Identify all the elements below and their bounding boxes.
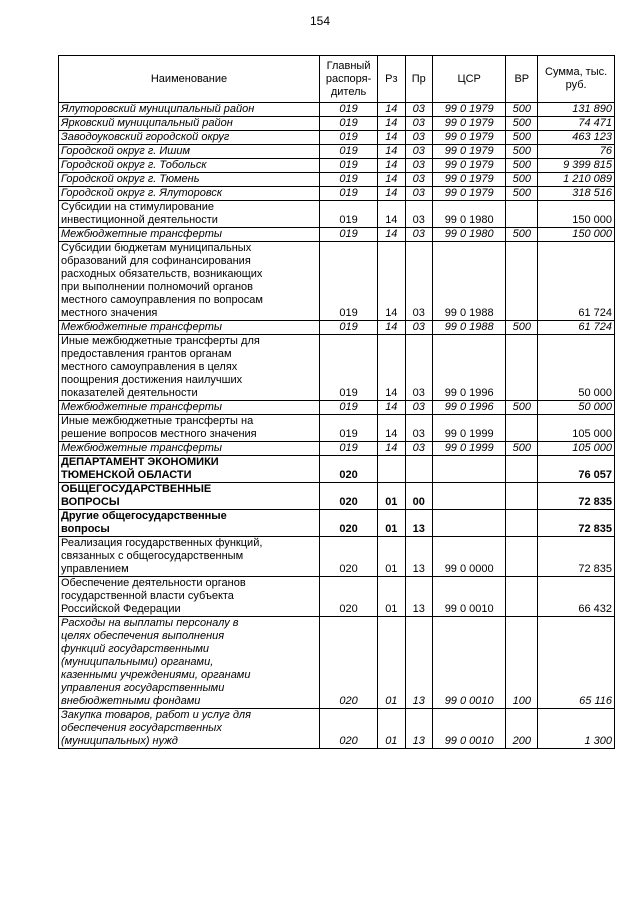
cell-target-article: 99 0 1979 [432, 145, 505, 159]
cell-name: Городской округ г. Тюмень [59, 173, 320, 187]
cell-amount: 1 300 [538, 709, 615, 749]
table-row [59, 456, 615, 483]
cell-section: 14 [378, 187, 405, 201]
cell-section: 14 [378, 173, 405, 187]
cell-amount: 318 516 [538, 187, 615, 201]
cell-subsection: 13 [405, 577, 432, 617]
cell-name: Ярковский муниципальный район [59, 117, 320, 131]
cell-amount: 72 835 [538, 537, 615, 577]
cell-main-manager: 020 [320, 577, 378, 617]
cell-subsection: 13 [405, 510, 432, 537]
cell-expense-type [506, 577, 538, 617]
cell-main-manager: 019 [320, 415, 378, 442]
cell-section: 14 [378, 415, 405, 442]
table-row [59, 709, 615, 749]
cell-main-manager: 019 [320, 117, 378, 131]
cell-section: 14 [378, 335, 405, 401]
cell-target-article: 99 0 1999 [432, 442, 505, 456]
cell-target-article: 99 0 1979 [432, 187, 505, 201]
header-target-article: ЦСР [432, 56, 505, 103]
cell-expense-type [506, 456, 538, 483]
cell-name: Субсидии бюджетам муниципальных образований для софинансирования расходных обязательств, возникающих при выполнении полномочий органов местного самоуправления по вопросам местного значения [59, 242, 320, 321]
cell-expense-type: 500 [506, 145, 538, 159]
cell-section: 14 [378, 159, 405, 173]
cell-expense-type: 500 [506, 117, 538, 131]
table-body [59, 103, 615, 749]
cell-name: Иные межбюджетные трансферты на решение вопросов местного значения [59, 415, 320, 442]
cell-name: Заводоуковский городской округ [59, 131, 320, 145]
cell-subsection: 03 [405, 228, 432, 242]
cell-amount: 131 890 [538, 103, 615, 117]
cell-subsection: 03 [405, 415, 432, 442]
cell-target-article: 99 0 1979 [432, 159, 505, 173]
header-expense-type: ВР [506, 56, 538, 103]
table-row [59, 117, 615, 131]
cell-target-article: 99 0 1979 [432, 117, 505, 131]
table-row [59, 442, 615, 456]
cell-amount: 76 057 [538, 456, 615, 483]
cell-amount: 72 835 [538, 510, 615, 537]
cell-expense-type: 500 [506, 321, 538, 335]
cell-subsection: 03 [405, 442, 432, 456]
cell-main-manager: 020 [320, 617, 378, 709]
cell-amount: 74 471 [538, 117, 615, 131]
cell-section: 01 [378, 537, 405, 577]
cell-expense-type: 500 [506, 228, 538, 242]
cell-target-article: 99 0 1979 [432, 103, 505, 117]
table-row [59, 103, 615, 117]
cell-expense-type [506, 242, 538, 321]
cell-amount: 66 432 [538, 577, 615, 617]
cell-expense-type [506, 335, 538, 401]
cell-expense-type [506, 537, 538, 577]
cell-section: 14 [378, 145, 405, 159]
cell-target-article: 99 0 1979 [432, 131, 505, 145]
cell-section: 14 [378, 442, 405, 456]
cell-subsection: 03 [405, 131, 432, 145]
cell-subsection: 13 [405, 537, 432, 577]
cell-target-article [432, 456, 505, 483]
header-amount: Сумма, тыс. руб. [538, 56, 615, 103]
cell-section: 14 [378, 103, 405, 117]
cell-target-article: 99 0 0010 [432, 617, 505, 709]
cell-section: 14 [378, 321, 405, 335]
cell-main-manager: 019 [320, 103, 378, 117]
header-main-manager: Главный распоря-дитель [320, 56, 378, 103]
cell-section: 01 [378, 577, 405, 617]
cell-section: 14 [378, 228, 405, 242]
cell-subsection: 03 [405, 103, 432, 117]
budget-table [58, 55, 615, 749]
table-row [59, 201, 615, 228]
table-row [59, 483, 615, 510]
cell-main-manager: 019 [320, 145, 378, 159]
cell-target-article: 99 0 1979 [432, 173, 505, 187]
cell-section: 14 [378, 117, 405, 131]
cell-amount: 65 116 [538, 617, 615, 709]
cell-subsection: 03 [405, 159, 432, 173]
cell-target-article [432, 510, 505, 537]
cell-subsection: 03 [405, 321, 432, 335]
cell-amount: 105 000 [538, 415, 615, 442]
cell-target-article: 99 0 0010 [432, 577, 505, 617]
table-row [59, 321, 615, 335]
cell-subsection: 03 [405, 173, 432, 187]
table-row [59, 401, 615, 415]
cell-expense-type: 500 [506, 103, 538, 117]
cell-target-article: 99 0 1999 [432, 415, 505, 442]
cell-target-article: 99 0 1980 [432, 228, 505, 242]
cell-expense-type [506, 510, 538, 537]
cell-main-manager: 020 [320, 483, 378, 510]
cell-subsection: 13 [405, 617, 432, 709]
cell-name: Городской округ г. Тобольск [59, 159, 320, 173]
cell-main-manager: 019 [320, 442, 378, 456]
cell-target-article: 99 0 0010 [432, 709, 505, 749]
cell-main-manager: 020 [320, 537, 378, 577]
table-row [59, 131, 615, 145]
table-row [59, 617, 615, 709]
cell-section: 01 [378, 617, 405, 709]
table-row [59, 510, 615, 537]
cell-subsection: 03 [405, 117, 432, 131]
cell-main-manager: 019 [320, 159, 378, 173]
cell-subsection: 13 [405, 709, 432, 749]
cell-main-manager: 019 [320, 401, 378, 415]
cell-main-manager: 019 [320, 187, 378, 201]
cell-name: Другие общегосударственные вопросы [59, 510, 320, 537]
cell-expense-type: 100 [506, 617, 538, 709]
cell-amount: 463 123 [538, 131, 615, 145]
cell-subsection: 03 [405, 401, 432, 415]
cell-subsection: 00 [405, 483, 432, 510]
cell-expense-type: 500 [506, 173, 538, 187]
cell-main-manager: 020 [320, 709, 378, 749]
cell-subsection: 03 [405, 335, 432, 401]
cell-amount: 61 724 [538, 242, 615, 321]
header-subsection: Пр [405, 56, 432, 103]
table-header [59, 56, 615, 103]
table-row [59, 577, 615, 617]
header-name: Наименование [59, 56, 320, 103]
cell-expense-type [506, 483, 538, 510]
cell-main-manager: 019 [320, 131, 378, 145]
cell-name: Межбюджетные трансферты [59, 401, 320, 415]
cell-section: 14 [378, 242, 405, 321]
table-row [59, 228, 615, 242]
cell-name: ДЕПАРТАМЕНТ ЭКОНОМИКИ ТЮМЕНСКОЙ ОБЛАСТИ [59, 456, 320, 483]
cell-section: 14 [378, 401, 405, 415]
cell-target-article: 99 0 1988 [432, 242, 505, 321]
cell-expense-type: 500 [506, 442, 538, 456]
cell-name: Иные межбюджетные трансферты для предоставления грантов органам местного самоуправления в целях поощрения достижения наилучших показателей деятельности [59, 335, 320, 401]
cell-main-manager: 019 [320, 173, 378, 187]
cell-expense-type [506, 201, 538, 228]
table-row [59, 242, 615, 321]
cell-section [378, 456, 405, 483]
cell-subsection [405, 456, 432, 483]
cell-amount: 72 835 [538, 483, 615, 510]
cell-section: 01 [378, 510, 405, 537]
header-section: Рз [378, 56, 405, 103]
cell-name: Обеспечение деятельности органов государственной власти субъекта Российской Федерации [59, 577, 320, 617]
table-row [59, 159, 615, 173]
cell-main-manager: 019 [320, 335, 378, 401]
cell-subsection: 03 [405, 145, 432, 159]
cell-main-manager: 019 [320, 228, 378, 242]
cell-section: 01 [378, 709, 405, 749]
table-row [59, 415, 615, 442]
cell-name: Субсидии на стимулирование инвестиционной деятельности [59, 201, 320, 228]
cell-subsection: 03 [405, 187, 432, 201]
cell-target-article: 99 0 0000 [432, 537, 505, 577]
cell-main-manager: 020 [320, 510, 378, 537]
table-row [59, 145, 615, 159]
cell-amount: 76 [538, 145, 615, 159]
cell-target-article: 99 0 1996 [432, 401, 505, 415]
table-row [59, 335, 615, 401]
cell-target-article [432, 483, 505, 510]
cell-main-manager: 019 [320, 321, 378, 335]
cell-subsection: 03 [405, 201, 432, 228]
table-row [59, 537, 615, 577]
cell-expense-type: 500 [506, 159, 538, 173]
page-number: 154 [309, 14, 331, 28]
cell-name: Ялуторовский муниципальный район [59, 103, 320, 117]
cell-amount: 61 724 [538, 321, 615, 335]
cell-amount: 50 000 [538, 335, 615, 401]
cell-expense-type: 500 [506, 401, 538, 415]
table-row [59, 173, 615, 187]
cell-name: Реализация государственных функций, связанных с общегосударственным управлением [59, 537, 320, 577]
cell-name: Городской округ г. Ялуторовск [59, 187, 320, 201]
cell-section: 14 [378, 131, 405, 145]
table-row [59, 187, 615, 201]
cell-subsection: 03 [405, 242, 432, 321]
cell-amount: 150 000 [538, 228, 615, 242]
cell-target-article: 99 0 1996 [432, 335, 505, 401]
cell-amount: 50 000 [538, 401, 615, 415]
cell-name: Расходы на выплаты персоналу в целях обеспечения выполнения функций государственными (муниципальными) органами, казенными учреждениями, органами управления государственными внебюджетными фондами [59, 617, 320, 709]
cell-name: Межбюджетные трансферты [59, 321, 320, 335]
cell-target-article: 99 0 1988 [432, 321, 505, 335]
cell-section: 01 [378, 483, 405, 510]
cell-expense-type: 500 [506, 187, 538, 201]
cell-main-manager: 019 [320, 201, 378, 228]
cell-section: 14 [378, 201, 405, 228]
cell-expense-type [506, 415, 538, 442]
cell-name: Городской округ г. Ишим [59, 145, 320, 159]
cell-name: Закупка товаров, работ и услуг для обеспечения государственных (муниципальных) нужд [59, 709, 320, 749]
cell-expense-type: 500 [506, 131, 538, 145]
cell-name: Межбюджетные трансферты [59, 228, 320, 242]
cell-main-manager: 019 [320, 242, 378, 321]
cell-expense-type: 200 [506, 709, 538, 749]
cell-name: Межбюджетные трансферты [59, 442, 320, 456]
cell-amount: 9 399 815 [538, 159, 615, 173]
cell-amount: 1 210 089 [538, 173, 615, 187]
cell-amount: 105 000 [538, 442, 615, 456]
cell-target-article: 99 0 1980 [432, 201, 505, 228]
cell-amount: 150 000 [538, 201, 615, 228]
cell-main-manager: 020 [320, 456, 378, 483]
cell-name: ОБЩЕГОСУДАРСТВЕННЫЕ ВОПРОСЫ [59, 483, 320, 510]
